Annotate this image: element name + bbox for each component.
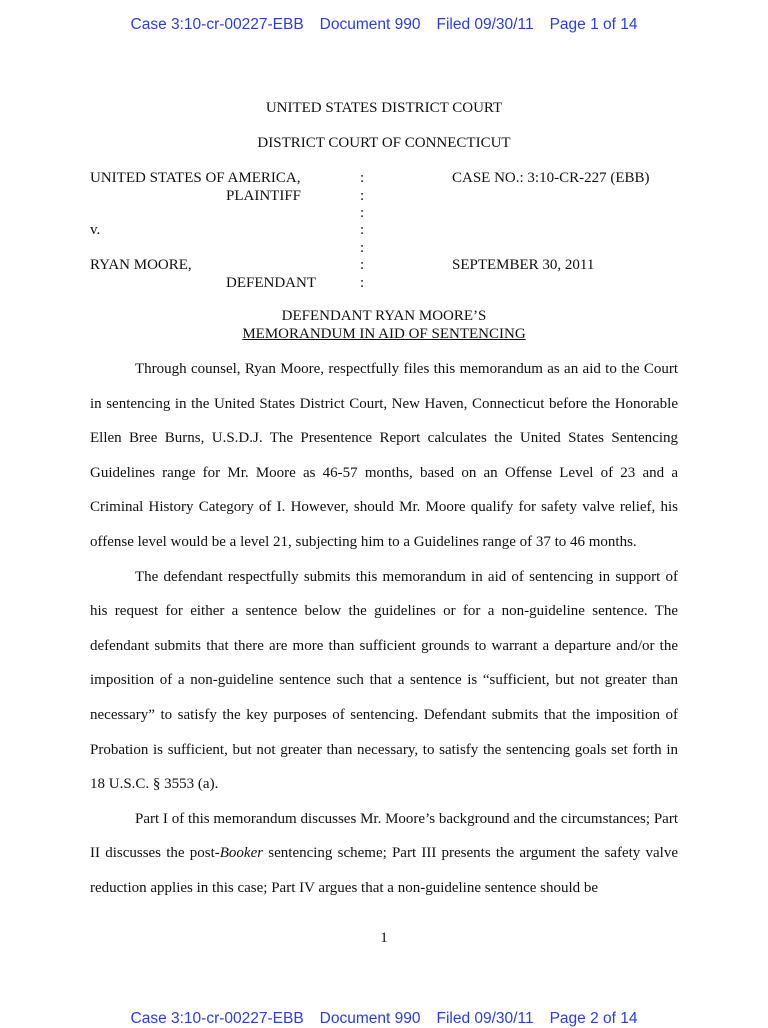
- paragraph: [90, 802, 678, 906]
- page-number: 1: [380, 930, 388, 946]
- case-number: Case 3:10-cr-00227-EBB: [130, 16, 304, 33]
- caption-colon: :: [360, 240, 365, 256]
- filed-date: Filed 09/30/11: [436, 16, 534, 33]
- document-title: DEFENDANT RYAN MOORE’S: [281, 308, 487, 324]
- memorandum-body: [90, 352, 678, 906]
- versus: v.: [90, 222, 101, 238]
- case-no: CASE NO.: 3:10-CR-227 (EBB): [452, 170, 650, 186]
- paragraph: Through counsel, Ryan Moore, respectfully files this memorandum as an aid to the Court in sentencing in the United States District Court, New Haven, Connecticut before the Honorable Ellen Bree Burns, U.S.D.J. The Presentence Report calculates the United States Sentencing Guidelines range for Mr. Moore as 46-57 months, based on an Offense Level of 23 and a Criminal History Category of I. However, should Mr. Moore qualify for safety valve relief, his offense level would be a level 21, subjecting him to a Guidelines range of 37 to 46 months.: [90, 361, 678, 550]
- case-number: Case 3:10-cr-00227-EBB: [130, 1010, 304, 1027]
- page-indicator: Page 2 of 14: [549, 1010, 638, 1027]
- ecf-filing-header: [0, 16, 768, 34]
- caption-colon: :: [360, 170, 365, 186]
- plaintiff-role: PLAINTIFF: [226, 188, 302, 204]
- paragraph-text: sentencing scheme; Part III presents the argument the safety valve reduction applies in this case; Part IV argues that a non-guideline sentence should be: [90, 845, 678, 896]
- case-citation: Booker: [219, 845, 264, 862]
- caption-colon: :: [360, 188, 365, 204]
- filing-date: SEPTEMBER 30, 2011: [452, 257, 595, 273]
- court-name: UNITED STATES DISTRICT COURT: [265, 100, 503, 116]
- document-number: Document 990: [319, 16, 421, 33]
- caption-colon: :: [360, 257, 365, 273]
- caption-colon: :: [360, 275, 365, 291]
- paragraph: The defendant respectfully submits this memorandum in aid of sentencing in support of his request for either a sentence below the guidelines or for a non-guideline sentence. The defendant submits that there are more than sufficient grounds to warrant a departure and/or the imposition of a non-guideline sentence such that a sentence is “sufficient, but not greater than necessary” to satisfy the key purposes of sentencing. Defendant submits that the imposition of Probation is sufficient, but not greater than necessary, to satisfy the sentencing goals set forth in 18 U.S.C. § 3553 (a).: [90, 568, 678, 793]
- document-number: Document 990: [319, 1010, 421, 1027]
- defendant-name: RYAN MOORE,: [90, 257, 192, 273]
- filed-date: Filed 09/30/11: [436, 1010, 534, 1027]
- defendant-role: DEFENDANT: [226, 275, 316, 291]
- document-subtitle: MEMORANDUM IN AID OF SENTENCING: [242, 326, 526, 342]
- caption-colon: :: [360, 205, 365, 221]
- paragraph-text: Part I of this memorandum discusses Mr. Moore’s background and the circumstances; Part II discusses the post-: [90, 810, 678, 862]
- caption-colon: :: [360, 222, 365, 238]
- court-district: DISTRICT COURT OF CONNECTICUT: [257, 135, 511, 151]
- page-indicator: Page 1 of 14: [549, 16, 638, 33]
- plaintiff-name: UNITED STATES OF AMERICA,: [90, 170, 301, 186]
- next-page-header: [0, 1010, 768, 1028]
